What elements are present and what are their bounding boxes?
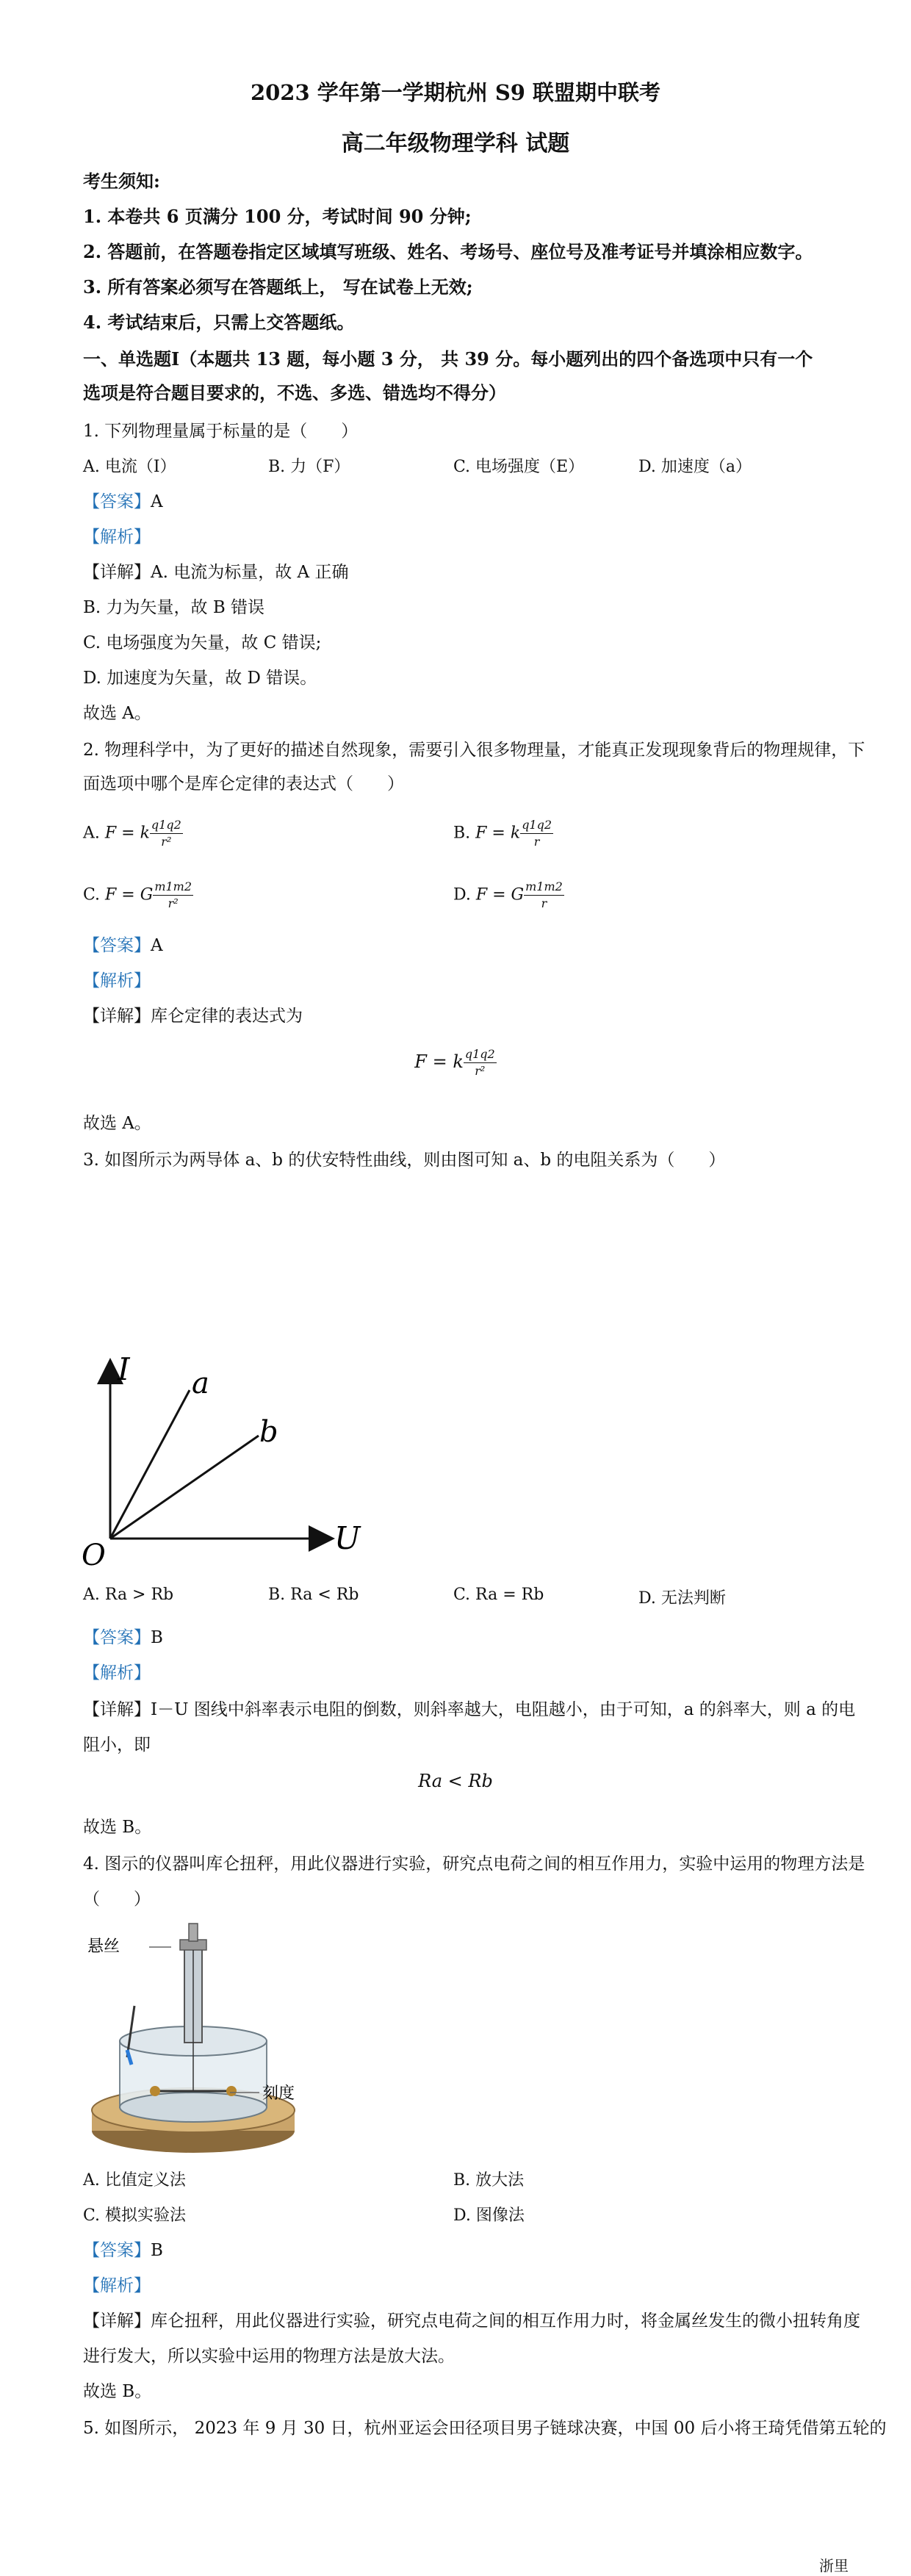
notice-heading: 考生须知: xyxy=(83,170,160,192)
notice-item: 3. 所有答案必须写在答题纸上， 写在试卷上无效; xyxy=(83,276,473,298)
x-axis-label: U xyxy=(334,1520,361,1556)
q4-option-d: D. 图像法 xyxy=(453,2206,525,2225)
q2-stem-cont: 面选项中哪个是库仑定律的表达式（ ） xyxy=(83,774,404,794)
q2-option-b: B. F = k $\frac{q1q2}{r}$ xyxy=(453,818,552,849)
q3-option-c: C. Ra = Rb xyxy=(453,1586,544,1604)
q4-stem: 4. 图示的仪器叫库仑扭秤，用此仪器进行实验，研究点电荷之间的相互作用力，实验中运用的物理方法是 xyxy=(83,1854,865,1874)
answer-label: 【答案】 xyxy=(83,492,151,511)
q3-detail: 【详解】I－U 图线中斜率表示电阻的倒数，则斜率越大，电阻越小，由于可知，a 的斜率大，则 a 的电 xyxy=(83,1700,856,1719)
exam-title: 2023 学年第一学期杭州 S9 联盟期中联考 xyxy=(250,80,661,105)
q3-detail-cont: 阻小，即 xyxy=(83,1735,151,1755)
q1-option-c: C. 电场强度（E） xyxy=(453,458,585,476)
q4-detail-cont: 进行发大，所以实验中运用的物理方法是放大法。 xyxy=(83,2347,455,2366)
q1-stem: 1. 下列物理量属于标量的是（ ） xyxy=(83,422,359,441)
page-footer: 浙里 xyxy=(819,2557,849,2575)
q5-stem: 5. 如图所示， 2023 年 9 月 30 日，杭州亚运会田径项目男子链球决赛，中国 00 后小将王琦凭借第五轮的 xyxy=(83,2419,887,2438)
q1-detail: 【详解】A. 电流为标量，故 A 正确 xyxy=(83,563,349,582)
notice-item: 2. 答题前，在答题卷指定区域填写班级、姓名、考场号、座位号及准考证号并填涂相应数字。 xyxy=(83,241,813,262)
q1-answer: 【答案】A xyxy=(83,492,163,511)
q1-option-b: B. 力（F） xyxy=(268,458,350,476)
q3-formula: Ra < Rb xyxy=(418,1771,493,1791)
q3-option-d: D. 无法判断 xyxy=(638,1589,726,1608)
wire-label: 悬丝 xyxy=(87,1937,120,1955)
q2-stem: 2. 物理科学中，为了更好的描述自然现象，需要引入很多物理量，才能真正发现现象背后的物理规律，下 xyxy=(83,741,865,760)
exam-subtitle: 高二年级物理学科 试题 xyxy=(341,131,570,156)
q4-option-a: A. 比值定义法 xyxy=(83,2171,186,2190)
q2-conclusion: 故选 A。 xyxy=(83,1114,151,1133)
iu-graph xyxy=(77,1351,361,1572)
q1-option-a: A. 电流（I） xyxy=(83,458,176,476)
notice-item: 1. 本卷共 6 页满分 100 分，考试时间 90 分钟; xyxy=(83,206,472,227)
line-a-label: a xyxy=(192,1367,209,1400)
q2-analysis-label: 【解析】 xyxy=(83,971,151,990)
q1-option-d: D. 加速度（a） xyxy=(638,458,752,476)
section-heading-cont: 选项是符合题目要求的，不选、多选、错选均不得分） xyxy=(83,382,506,403)
q2-option-d: D. F = G $\frac{m1m2}{r}$ xyxy=(453,879,563,910)
q1-detail-d: D. 加速度为矢量，故 D 错误。 xyxy=(83,669,317,688)
y-axis-label: I xyxy=(118,1351,130,1387)
q4-detail: 【详解】库仑扭秤，用此仪器进行实验，研究点电荷之间的相互作用力时，将金属丝发生的微小扭转角度 xyxy=(83,2311,860,2331)
torsion-balance-figure xyxy=(83,1918,303,2160)
q2-answer: 【答案】A xyxy=(83,936,163,955)
q2-detail: 【详解】库仑定律的表达式为 xyxy=(83,1007,303,1026)
scale-label: 刻度 xyxy=(262,2084,295,2102)
q1-detail-b: B. 力为矢量，故 B 错误 xyxy=(83,598,265,617)
line-b xyxy=(110,1436,259,1539)
origin-label: O xyxy=(82,1539,106,1572)
q1-detail-c: C. 电场强度为矢量，故 C 错误; xyxy=(83,633,322,652)
q4-stem-cont: （ ） xyxy=(83,1890,151,1909)
q4-conclusion: 故选 B。 xyxy=(83,2382,152,2401)
q3-option-a: A. Ra > Rb xyxy=(83,1586,174,1604)
q4-analysis-label: 【解析】 xyxy=(83,2276,151,2295)
q2-option-a: A. F = k $\frac{q1q2}{\text{r²}}$ xyxy=(83,818,181,849)
line-b-label: b xyxy=(259,1415,278,1449)
q4-option-b: B. 放大法 xyxy=(453,2171,525,2190)
q1-conclusion: 故选 A。 xyxy=(83,704,151,723)
section-heading: 一、单选题I（本题共 13 题，每小题 3 分， 共 39 分。每小题列出的四个备选项中只有一个 xyxy=(83,348,813,370)
q3-analysis-label: 【解析】 xyxy=(83,1663,151,1683)
q3-answer: 【答案】B xyxy=(83,1628,163,1647)
q4-option-c: C. 模拟实验法 xyxy=(83,2206,187,2225)
q3-option-b: B. Ra < Rb xyxy=(268,1586,359,1604)
q2-formula: F = k $\frac{q1q2}{\text{r²}}$ xyxy=(414,1047,495,1078)
notice-item: 4. 考试结束后，只需上交答题纸。 xyxy=(83,312,355,333)
q3-stem: 3. 如图所示为两导体 a、b 的伏安特性曲线，则由图可知 a、b 的电阻关系为（ ） xyxy=(83,1151,726,1170)
q1-analysis-label: 【解析】 xyxy=(83,528,151,547)
q4-answer: 【答案】B xyxy=(83,2241,163,2260)
line-a xyxy=(110,1390,190,1539)
q2-option-c: C. F = G $\frac{m1m2}{\text{r²}}$ xyxy=(83,879,192,910)
q3-conclusion: 故选 B。 xyxy=(83,1818,152,1837)
